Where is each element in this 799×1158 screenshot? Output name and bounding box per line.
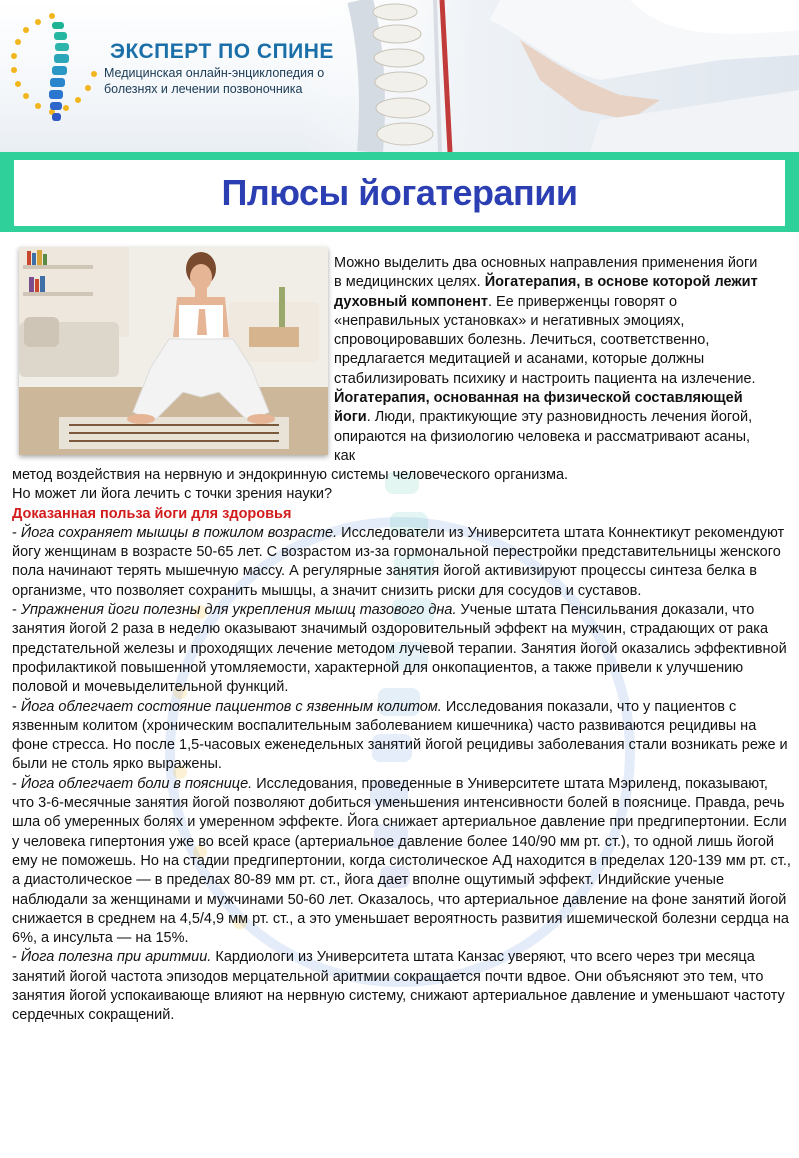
benefit-prefix: - <box>12 602 21 619</box>
intro-paragraph-1 <box>334 254 764 389</box>
benefit-text: Кардиологи из Университета штата Канзас уверяют, что всего через три месяца занятий йогой частота эпизодов мерцательной аритмии сокращается почти вдвое. Они объясняют это тем, что занятия йогой успокаивающе влияют на нервную систему, снижают артериальное давление и уменьшают частоту сердечных сокращений. <box>12 949 785 1024</box>
benefit-lead: Йога облегчает боли в пояснице. <box>20 775 253 792</box>
benefit-lead: Йога сохраняет мышцы в пожилом возрасте. <box>20 524 338 541</box>
title-box <box>14 160 785 226</box>
header-spine-photo <box>300 0 799 152</box>
intro-p1-bold: Йогатерапия, в основе которой лежит духовный компонент <box>334 274 758 310</box>
intro-p2-rest: . Люди, практикующие эту разновидность лечения йогой, опираются на физиологию человека и рассматривают асаны, как <box>334 409 753 464</box>
benefit-prefix: - <box>12 524 21 541</box>
intro-p2-bold: Йогатерапия, основанная на физической составляющей йоги <box>334 390 743 426</box>
section-heading: Доказанная польза йоги для здоровья <box>12 505 292 522</box>
intro-p1-rest: . Ее приверженцы говорят о «неправильных установках» и негативных эмоциях, спровоцировавших болезнь. Лечиться, соответственно, предлагается медитацией и асанами, которые должны стабилизировать психику и настроить пациента на излечение. <box>334 293 756 387</box>
benefit-text: Исследования, проведенные в Университете штата Мэриленд, показывают, что 3-6-месячные занятия йогой позволяют добиться уменьшения интенсивности болей в пояснице. Правда, речь шла об умеренных болях и умеренном эффекте. Йога снижает артериальное давление при предгипертонии. Если у человека гипертония уже во всей красе (артериальное давление более 140/90 мм рт. ст.), то одной лишь йогой ему не поможешь. Но на стадии предгипертонии, когда систолическое АД находится в пределах 120-139 мм рт. ст., а диастолическое — в пределах 80-89 мм рт. ст., йога дает вполне ощутимый эффект. Индийские ученые наблюдали за женщинами и мужчинами 50-60 лет. Оказалось, что артериальное давление на фоне занятий йогой снижается в среднем на 4,5/4,9 мм рт. ст., а это уменьшает вероятность развития ишемической болезни сердца на 6%, а инсульта — на 15%. <box>12 775 791 947</box>
brand-title: ЭКСПЕРТ ПО СПИНЕ <box>110 40 334 63</box>
benefit-prefix: - <box>12 698 21 715</box>
intro-p2-continuation: метод воздействия на нервную и эндокринную системы человеческого организма. <box>12 467 569 483</box>
intro-text <box>334 254 764 466</box>
benefit-item <box>12 601 792 697</box>
brand-subtitle: Медицинская онлайн-энциклопедия о болезнях и лечении позвоночника <box>104 66 325 96</box>
benefit-text: Исследования показали, что у пациентов с язвенным колитом (хроническим воспалительным заболеванием кишечника) часто развиваются рецидивы на фоне стресса. Но после 1,5-часовых еженедельных занятий йогой рецидивы заболевания стали возникать реже и были не столь ярко выражены. <box>12 698 788 773</box>
benefit-prefix: - <box>12 949 21 966</box>
article-body <box>12 466 792 1026</box>
intro-paragraph-2 <box>334 389 764 466</box>
benefit-lead: Упражнения йоги полезны для укрепления мышц тазового дна. <box>20 602 457 619</box>
benefit-text: Ученые штата Пенсильвания доказали, что занятия йогой 2 раза в неделю оказывают значимый оздоровительный эффект на мужчин, страдающих от рака предстательной железы и проходящих лечение методом лучевой терапии. Занятия йогой оказались эффективной профилактикой повышенной утомляемости, характерной для онкопациентов, а также привели к улучшению половой и мочевыделительной функций. <box>12 602 787 696</box>
yoga-photo <box>19 247 328 455</box>
science-question: Но может ли йога лечить с точки зрения науки? <box>12 486 333 503</box>
benefit-item <box>12 698 792 775</box>
benefit-item <box>12 948 792 1025</box>
page-title: Плюсы йогатерапии <box>221 172 578 213</box>
benefit-prefix: - <box>12 775 21 792</box>
content-area <box>0 232 799 1158</box>
brand-logo <box>8 8 103 128</box>
benefit-lead: Йога полезна при аритмии. <box>20 949 212 966</box>
header <box>0 0 799 152</box>
intro-p1-text: Можно выделить два основных направления применения йоги в медицинских целях. <box>334 255 758 291</box>
benefit-item <box>12 775 792 949</box>
benefit-item <box>12 524 792 601</box>
benefit-lead: Йога облегчает состояние пациентов с язвенным колитом. <box>20 698 442 715</box>
benefit-text: Исследователи из Университета штата Коннектикут рекомендуют йогу женщинам в возрасте 50-65 лет. С возрастом из-за гормональной перестройки представительницы женского пола начинают терять мышечную массу. А регулярные занятия йогой активизируют процессы синтеза белка в организме, что позволяет сохранить мышцы, а значит снизить риски для сосудов и суставов. <box>12 524 785 599</box>
